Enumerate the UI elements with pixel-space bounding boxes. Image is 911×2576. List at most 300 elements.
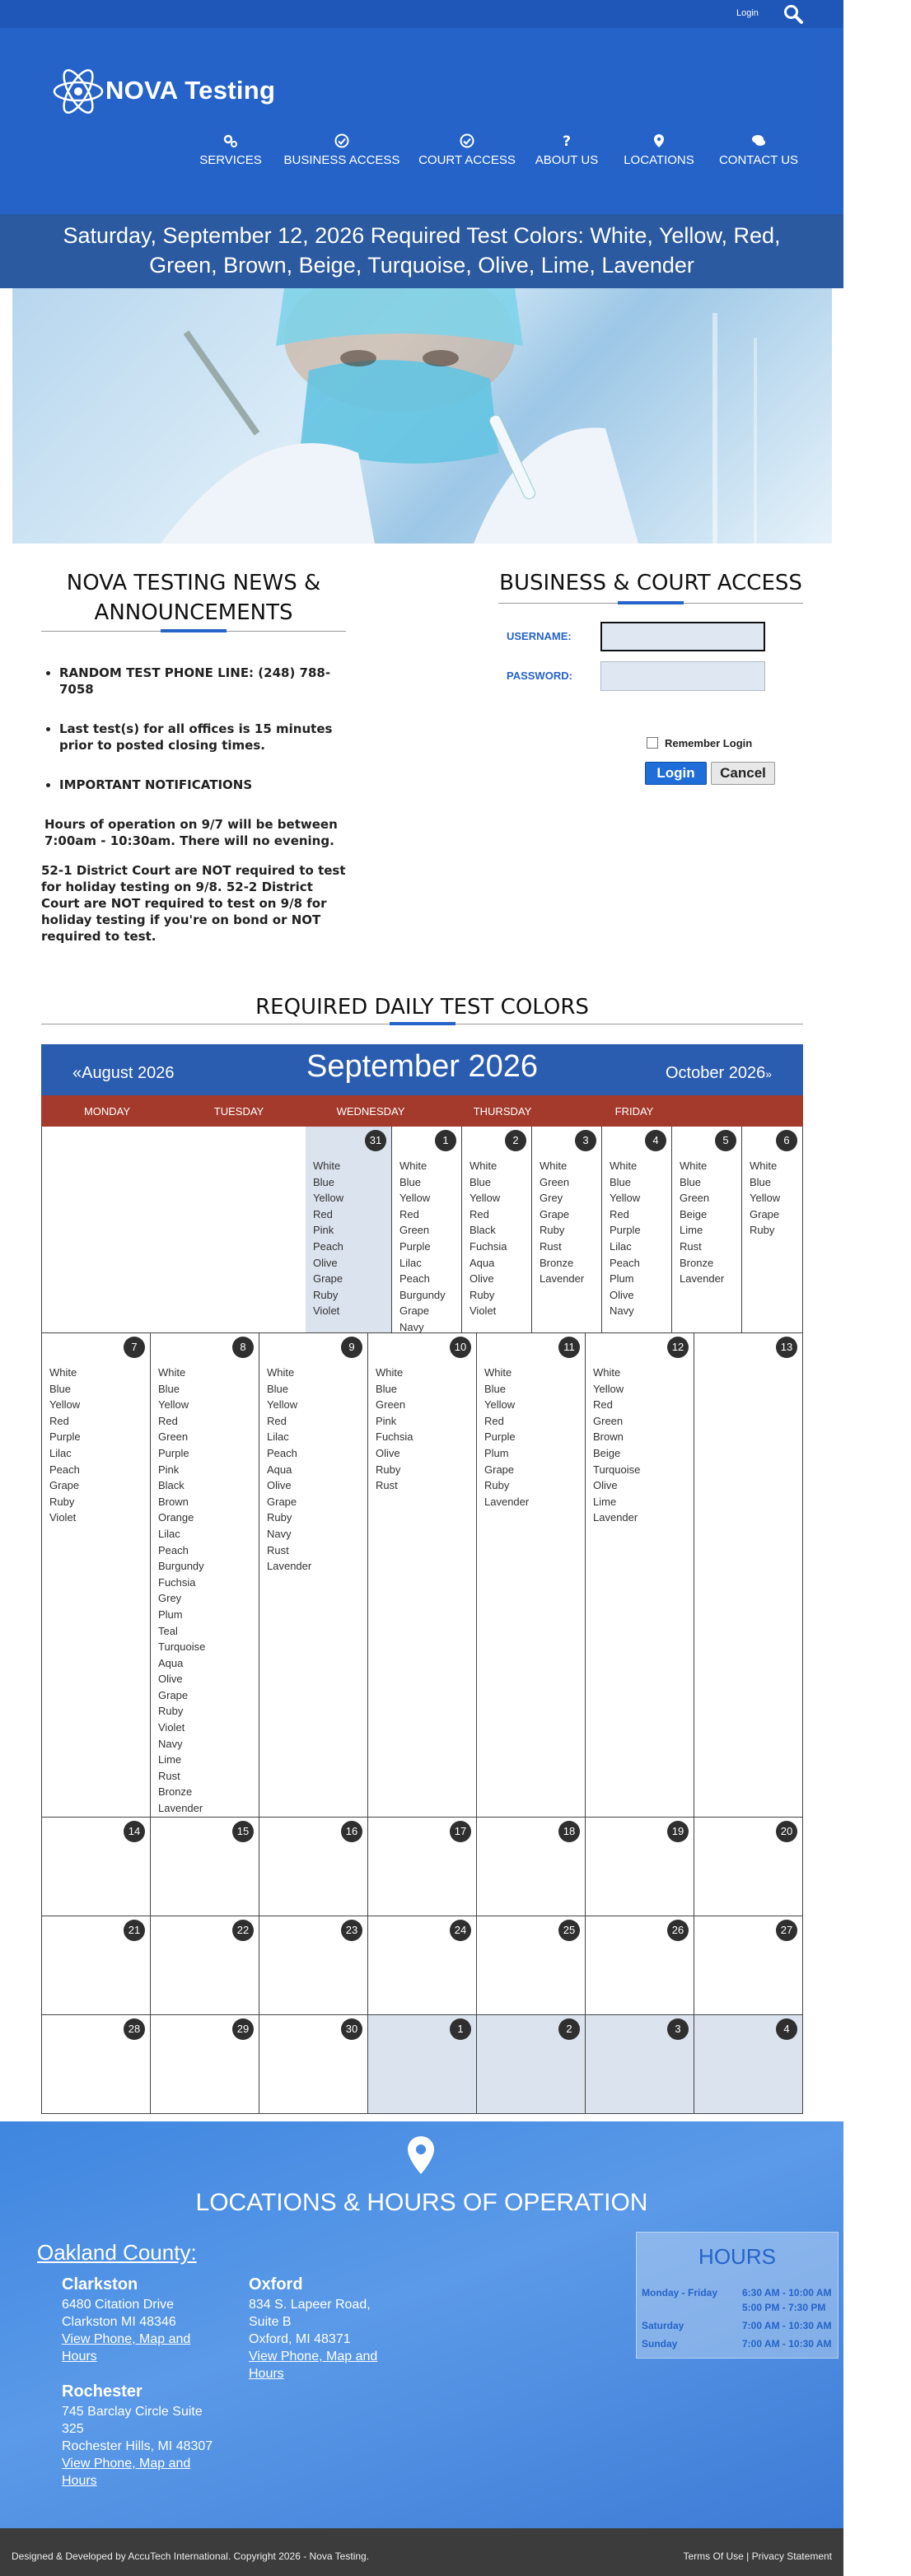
hero-lab-image (12, 288, 832, 544)
location-clarkston (62, 2273, 227, 2365)
test-color-item: Peach (313, 1239, 343, 1253)
nav-about-us[interactable] (526, 133, 608, 167)
location-address: Oxford, MI 48371 (249, 2332, 351, 2346)
day-number: 10 (450, 1337, 471, 1358)
day-number: 2 (505, 1130, 526, 1151)
test-color-item: Ruby (49, 1495, 75, 1508)
calendar-day-cell[interactable] (151, 1916, 259, 2014)
test-color-item: Purple (484, 1430, 516, 1444)
copyright-bar (0, 2528, 843, 2576)
checkbox-box[interactable] (647, 737, 658, 749)
location-oxford (249, 2273, 413, 2382)
test-color-item: Red (49, 1414, 69, 1427)
test-color-item: Olive (610, 1288, 634, 1301)
test-color-item: Navy (610, 1304, 634, 1318)
day-number: 13 (776, 1337, 797, 1358)
day-number: 22 (232, 1920, 254, 1941)
test-color-item: Grape (484, 1463, 515, 1476)
calendar-day-cell[interactable] (586, 1916, 694, 2014)
location-address: 834 S. Lapeer Road, (249, 2298, 371, 2312)
calendar-day-cell[interactable] (586, 1333, 694, 1817)
double-chevron-right-icon: » (765, 1067, 772, 1080)
lab-technician-illustration (12, 288, 832, 544)
test-color-item: Navy (158, 1737, 183, 1750)
test-color-item: Grape (267, 1495, 297, 1508)
nav-label: BUSINESS ACCESS (283, 153, 400, 167)
weekday-bar (41, 1095, 803, 1127)
test-color-item: Grape (750, 1207, 780, 1220)
next-month-link[interactable] (666, 1064, 772, 1083)
test-color-item: Grape (158, 1688, 189, 1701)
test-color-item: Lilac (267, 1430, 289, 1444)
calendar-day-cell[interactable] (368, 1333, 477, 1817)
day-number: 28 (124, 2018, 145, 2040)
calendar-day-cell[interactable] (694, 1916, 802, 2014)
test-color-item: Lavender (680, 1272, 725, 1286)
news-bullet: • RANDOM TEST PHONE LINE: (248) 788-7058 (59, 665, 346, 698)
test-color-item: Lime (680, 1224, 703, 1237)
day-number: 21 (124, 1920, 145, 1941)
hours-time: 7:00 AM - 10:30 AM (742, 2320, 832, 2331)
calendar-day-cell[interactable] (602, 1127, 672, 1332)
nav-contact-us[interactable] (710, 133, 807, 167)
nav-label: SERVICES (199, 153, 262, 167)
test-color-item: Grape (399, 1304, 430, 1318)
test-color-item: Yellow (593, 1382, 624, 1395)
test-color-item: Green (158, 1430, 189, 1444)
banner-line-2: Green, Brown, Beige, Turquoise, Olive, Lime, Lavender (149, 253, 694, 278)
day-number: 9 (341, 1337, 362, 1358)
location-rochester (62, 2380, 214, 2490)
test-color-item: Yellow (470, 1192, 501, 1205)
test-color-item: Burgundy (158, 1560, 204, 1573)
day-number: 6 (776, 1130, 797, 1151)
calendar-day-cell[interactable] (42, 1333, 151, 1817)
test-color-item: Aqua (158, 1656, 184, 1669)
privacy-link[interactable]: Privacy Statement (751, 2550, 832, 2562)
login-form (498, 604, 803, 801)
nav-locations[interactable] (614, 133, 704, 167)
calendar-day-cell[interactable] (42, 1916, 151, 2014)
nav-label: COURT ACCESS (418, 153, 516, 167)
test-color-item: Rust (376, 1479, 398, 1492)
location-details-link[interactable]: View Phone, Map and Hours (62, 2457, 191, 2488)
day-number: 18 (558, 1821, 580, 1842)
question-icon (559, 133, 574, 148)
test-color-item: Red (593, 1398, 613, 1412)
map-marker-icon (405, 2135, 437, 2176)
test-color-item: Black (470, 1224, 496, 1237)
location-details-link[interactable]: View Phone, Map and Hours (62, 2332, 191, 2364)
test-color-item: Green (680, 1192, 710, 1205)
weekday-label: MONDAY (83, 1105, 131, 1118)
calendar-day-cell[interactable] (672, 1127, 742, 1332)
test-color-item: Blue (750, 1175, 772, 1188)
prev-month-label: August 2026 (82, 1064, 175, 1082)
test-color-item: Red (399, 1207, 419, 1220)
calendar-day-cell[interactable] (694, 1818, 802, 1916)
calendar-day-cell[interactable] (306, 1127, 392, 1332)
location-name: Clarkston (62, 2275, 138, 2294)
hours-time: 7:00 AM - 10:30 AM (742, 2338, 832, 2350)
test-color-item: White (158, 1366, 186, 1379)
calendar-week (42, 1332, 802, 1817)
test-color-item: Blue (680, 1175, 702, 1188)
test-color-item: Lilac (610, 1239, 632, 1253)
test-color-item: Red (158, 1414, 178, 1427)
test-color-item: Lavender (593, 1511, 638, 1524)
atom-logo-icon[interactable] (51, 64, 105, 119)
hours-title: HOURS (698, 2244, 776, 2269)
day-number: 27 (776, 1920, 797, 1941)
test-color-item: Turquoise (593, 1463, 641, 1476)
test-color-item: Ruby (540, 1224, 565, 1237)
test-color-item: Violet (158, 1721, 185, 1734)
test-color-item: Lilac (158, 1527, 180, 1540)
test-color-item: Fuchsia (158, 1575, 196, 1589)
test-color-item: Violet (49, 1511, 77, 1524)
test-color-item: Lavender (484, 1495, 530, 1508)
test-color-item: Peach (158, 1543, 189, 1556)
calendar-day-cell[interactable] (259, 1916, 368, 2014)
calendar-week (42, 1817, 802, 1916)
test-color-item: Rust (680, 1239, 702, 1253)
day-number: 20 (776, 1821, 797, 1842)
test-color-item: Navy (399, 1320, 424, 1333)
weekday-label: TUESDAY (213, 1105, 264, 1118)
calendar-day-cell[interactable] (368, 1916, 477, 2014)
day-number: 14 (124, 1821, 145, 1842)
news-title-line-2: ANNOUNCEMENTS (94, 600, 293, 625)
test-color-item: Peach (610, 1256, 640, 1269)
top-login-link[interactable]: Login (736, 8, 759, 18)
nav-label: CONTACT US (718, 153, 799, 167)
test-color-item: Pink (158, 1463, 180, 1476)
nav-court-access[interactable] (413, 133, 521, 167)
day-number: 15 (232, 1821, 254, 1842)
news-bullet: • Last test(s) for all offices is 15 minutes prior to posted closing times. (59, 721, 346, 754)
double-chevron-left-icon: « (72, 1064, 82, 1082)
calendar-day-cell[interactable] (742, 1127, 802, 1332)
test-color-item: Burgundy (399, 1288, 446, 1301)
legal-links (683, 2550, 832, 2562)
terms-link[interactable]: Terms Of Use (683, 2550, 744, 2562)
day-number: 5 (715, 1130, 736, 1151)
calendar-week (42, 1127, 802, 1332)
news-bullet: • IMPORTANT NOTIFICATIONS (59, 777, 346, 793)
test-color-item: Purple (610, 1224, 641, 1237)
calendar-day-cell[interactable] (151, 2015, 259, 2113)
test-color-item: Bronze (540, 1256, 574, 1269)
calendar-header (41, 1044, 803, 1095)
test-color-item: Rust (158, 1769, 180, 1782)
test-color-item: Plum (484, 1446, 509, 1459)
day-number: 25 (558, 1920, 580, 1941)
test-color-item: Rust (540, 1239, 562, 1253)
calendar-day-cell[interactable] (392, 1127, 462, 1332)
test-color-item: Lilac (399, 1256, 422, 1269)
day-number: 30 (341, 2018, 362, 2040)
calendar-grid (41, 1127, 803, 2114)
test-color-item: Brown (593, 1430, 624, 1444)
test-color-item: Beige (593, 1446, 621, 1459)
test-color-item: Rust (267, 1543, 289, 1556)
news-title-underline (41, 631, 346, 632)
calendar-week (42, 2014, 802, 2113)
day-number: 7 (124, 1337, 145, 1358)
test-color-item: Blue (267, 1382, 289, 1395)
location-name: Rochester (62, 2382, 142, 2401)
main-nav (189, 133, 807, 183)
test-color-item: Lavender (158, 1802, 203, 1815)
test-color-item: Navy (267, 1527, 292, 1540)
calendar-day-cell[interactable] (477, 1818, 586, 1916)
test-color-item: White (484, 1366, 512, 1379)
search-icon[interactable] (783, 3, 804, 25)
calendar-day-cell[interactable] (368, 1818, 477, 1916)
calendar-day-cell[interactable] (477, 1916, 586, 2014)
test-color-item: Ruby (267, 1511, 292, 1524)
calendar-day-cell[interactable] (477, 2015, 586, 2113)
test-color-item: Red (313, 1207, 333, 1220)
day-number: 2 (558, 2018, 580, 2040)
location-address: Clarkston MI 48346 (62, 2315, 176, 2329)
test-color-item: White (540, 1160, 568, 1172)
weekday-label: FRIDAY (614, 1105, 654, 1118)
day-number: 3 (575, 1130, 596, 1151)
map-marker-icon (652, 133, 666, 148)
test-color-item: Grape (49, 1479, 80, 1492)
test-color-item: White (267, 1366, 295, 1379)
test-color-item: Peach (267, 1446, 297, 1459)
chat-icon (751, 133, 766, 148)
news-bullets (41, 665, 346, 793)
required-colors-banner (0, 214, 843, 288)
login-button[interactable]: Login (645, 762, 707, 785)
test-color-item: Fuchsia (470, 1239, 507, 1253)
calendar-day-cell[interactable] (532, 1127, 602, 1332)
test-color-item: White (470, 1160, 498, 1172)
test-color-item: Plum (610, 1272, 634, 1286)
calendar-day-cell[interactable] (368, 2015, 477, 2113)
cogs-icon (223, 133, 238, 148)
access-section (498, 568, 803, 801)
test-color-item: Pink (313, 1224, 334, 1237)
test-color-item: Grey (158, 1592, 182, 1605)
test-color-item: Teal (158, 1624, 178, 1637)
svg-text:?: ? (563, 133, 571, 148)
location-address: 745 Barclay Circle Suite 325 (62, 2405, 203, 2436)
calendar-section-heading (41, 992, 803, 1024)
test-color-item: White (49, 1366, 77, 1379)
nav-label: ABOUT US (535, 153, 599, 167)
calendar-day-cell[interactable] (259, 2015, 368, 2113)
test-color-item: Lime (593, 1495, 617, 1508)
calendar-day-cell[interactable] (259, 1333, 368, 1817)
brand-name[interactable]: NOVA Testing (105, 76, 276, 105)
username-input[interactable] (600, 622, 765, 651)
location-address: Rochester Hills, MI 48307 (62, 2439, 213, 2453)
test-color-item: Yellow (158, 1398, 189, 1412)
test-color-item: Beige (680, 1207, 708, 1220)
calendar-week (42, 1916, 802, 2014)
calendar-day-cell[interactable] (42, 2015, 151, 2113)
news-title-line-1: NOVA TESTING NEWS & (66, 571, 321, 595)
test-color-item: Yellow (484, 1398, 516, 1412)
test-color-item: Bronze (158, 1785, 193, 1799)
test-color-item: Olive (267, 1479, 292, 1492)
day-number: 3 (667, 2018, 689, 2040)
calendar-day-cell[interactable] (151, 1818, 259, 1916)
locations-title: LOCATIONS & HOURS OF OPERATION (195, 2189, 648, 2216)
test-color-item: Blue (470, 1175, 492, 1188)
banner-line-1: Saturday, September 12, 2026 Required Test Colors: White, Yellow, Red, (63, 223, 781, 248)
current-month-title: September 2026 (306, 1049, 538, 1084)
calendar-day-cell[interactable] (151, 1333, 259, 1817)
test-color-item: Blue (376, 1382, 398, 1395)
username-label: USERNAME: (507, 630, 572, 642)
test-color-item: Aqua (470, 1256, 495, 1269)
test-color-item: Blue (484, 1382, 507, 1395)
test-color-item: Green (376, 1398, 406, 1412)
day-number: 17 (450, 1821, 471, 1842)
calendar-day-cell[interactable] (694, 2015, 802, 2113)
test-color-item: Lavender (540, 1272, 585, 1286)
test-color-item: Aqua (267, 1463, 292, 1476)
test-color-item: Bronze (680, 1256, 714, 1269)
news-title (41, 568, 346, 628)
test-color-item: Brown (158, 1495, 189, 1508)
test-color-item: Purple (399, 1239, 431, 1253)
weekday-label: WEDNESDAY (336, 1105, 405, 1118)
test-color-item: Ruby (313, 1288, 339, 1301)
news-paragraph: Hours of operation on 9/7 will be between 7:00am - 10:30am. There will no evening. (44, 817, 338, 848)
location-address: 6480 Citation Drive (62, 2298, 175, 2312)
access-title: BUSINESS & COURT ACCESS (499, 571, 802, 595)
day-number: 11 (558, 1337, 580, 1358)
day-number: 8 (232, 1337, 254, 1358)
test-color-item: Red (484, 1414, 504, 1427)
test-color-item: Blue (399, 1175, 422, 1188)
test-color-item: Plum (158, 1608, 183, 1621)
location-address: Suite B (249, 2315, 292, 2329)
test-color-item: Yellow (750, 1192, 781, 1205)
test-color-item: Olive (470, 1272, 494, 1286)
test-color-item: Purple (158, 1446, 189, 1459)
test-color-item: White (750, 1160, 778, 1172)
test-color-item: Ruby (750, 1224, 775, 1237)
check-circle-icon (460, 133, 474, 148)
day-number: 4 (776, 2018, 797, 2040)
test-color-item: Black (158, 1479, 185, 1492)
cancel-button[interactable]: Cancel (711, 762, 775, 785)
day-number: 16 (341, 1821, 362, 1842)
test-color-item: Green (540, 1175, 570, 1188)
test-color-item: Olive (593, 1479, 618, 1492)
test-color-item: Violet (470, 1304, 497, 1318)
legal-separator: | (746, 2550, 752, 2562)
password-input[interactable] (600, 661, 765, 691)
test-color-item: Blue (313, 1175, 335, 1188)
test-color-item: Ruby (484, 1479, 510, 1492)
test-color-item: Olive (158, 1673, 183, 1686)
test-color-item: Turquoise (158, 1640, 206, 1654)
nav-business-access[interactable] (276, 133, 408, 167)
calendar-day-cell[interactable] (42, 1818, 151, 1916)
test-color-item: Green (593, 1414, 624, 1427)
nav-label: LOCATIONS (624, 153, 694, 167)
test-color-item: Blue (158, 1382, 180, 1395)
test-color-item: Grape (540, 1207, 570, 1220)
test-color-item: Yellow (49, 1398, 81, 1412)
test-color-item: Red (470, 1207, 489, 1220)
day-number: 31 (365, 1130, 386, 1151)
test-color-item: Pink (376, 1414, 397, 1427)
hours-day: Saturday (642, 2320, 684, 2331)
test-color-item: Olive (313, 1256, 338, 1269)
nav-services[interactable] (189, 133, 272, 167)
news-paragraph: 52-1 District Court are NOT required to test for holiday testing on 9/8. 52-2 District Court are NOT required to test on 9/8 for holiday testing if you're on bond or NOT required to test. (41, 863, 346, 944)
test-color-item: Yellow (313, 1192, 344, 1205)
test-color-item: Ruby (158, 1705, 184, 1718)
county-heading[interactable]: Oakland County: (37, 2240, 197, 2265)
day-number: 4 (645, 1130, 666, 1151)
test-color-item: Violet (313, 1304, 340, 1318)
test-color-item: Blue (49, 1382, 72, 1395)
calendar-section-title: REQUIRED DAILY TEST COLORS (255, 995, 589, 1020)
day-number: 19 (667, 1821, 689, 1842)
test-color-item: White (610, 1160, 638, 1172)
remember-label: Remember Login (665, 737, 753, 749)
test-color-item: Ruby (470, 1288, 495, 1301)
password-label: PASSWORD: (507, 670, 572, 682)
weekday-label: THURSDAY (473, 1105, 532, 1118)
calendar-day-cell[interactable] (477, 1333, 586, 1817)
calendar-day-cell[interactable] (259, 1818, 368, 1916)
top-bar (0, 0, 843, 28)
calendar-day-cell[interactable] (694, 1333, 802, 1817)
calendar-empty-cell (42, 1127, 306, 1332)
test-color-item: Fuchsia (376, 1430, 413, 1444)
copyright-text: Designed & Developed by AccuTech International. Copyright 2026 - Nova Testing. (12, 2550, 370, 2562)
test-color-item: Lavender (267, 1560, 312, 1573)
test-color-item: Red (610, 1207, 629, 1220)
test-color-item: Peach (49, 1463, 80, 1476)
day-number: 23 (341, 1920, 362, 1941)
test-color-item: Lilac (49, 1446, 72, 1459)
test-color-item: Yellow (267, 1398, 298, 1412)
test-color-item: White (399, 1160, 427, 1172)
day-number: 1 (435, 1130, 456, 1151)
hours-time: 6:30 AM - 10:00 AM (742, 2287, 832, 2298)
test-color-item: White (593, 1366, 621, 1379)
test-color-item: Grey (540, 1192, 563, 1205)
calendar-day-cell[interactable] (462, 1127, 532, 1332)
calendar-day-cell[interactable] (586, 2015, 694, 2113)
remember-login-checkbox[interactable] (647, 737, 752, 749)
locations-footer (0, 2121, 843, 2528)
hours-time: 5:00 PM - 7:30 PM (742, 2302, 826, 2313)
test-color-item: Green (399, 1224, 430, 1237)
test-color-item: White (680, 1160, 708, 1172)
location-details-link[interactable]: View Phone, Map and Hours (249, 2350, 378, 2381)
day-number: 12 (667, 1337, 689, 1358)
test-color-item: Peach (399, 1272, 430, 1286)
calendar-day-cell[interactable] (586, 1818, 694, 1916)
test-color-item: Yellow (399, 1192, 431, 1205)
test-color-item: Yellow (610, 1192, 641, 1205)
day-number: 24 (450, 1920, 471, 1941)
